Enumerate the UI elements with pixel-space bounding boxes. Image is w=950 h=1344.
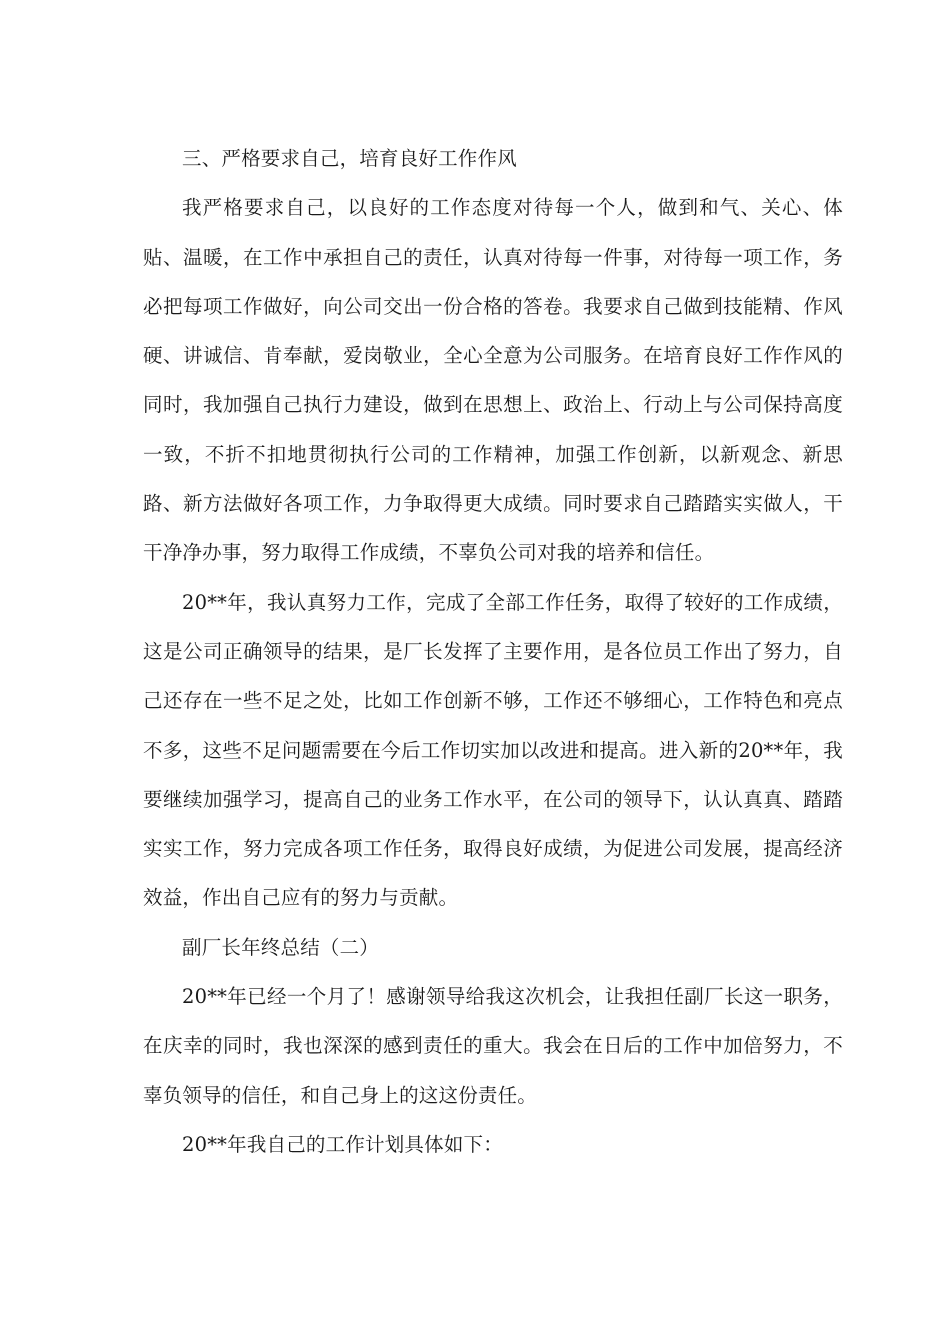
paragraph: 20**年，我认真努力工作，完成了全部工作任务，取得了较好的工作成绩，这是公司正确领导的结果，是厂长发挥了主要作用，是各位员工作出了努力，自己还存在一些不足之处，比如工作创新不够，工作还不够细心，工作特色和亮点不多，这些不足问题需要在今后工作切实加以改进和提高。进入新的20**年，我要继续加强学习，提高自己的业务工作水平，在公司的领导下，认认真真、踏踏实实工作，努力完成各项工作任务，取得良好成绩，为促进公司发展，提高经济效益，作出自己应有的努力与贡献。: [143, 590, 843, 910]
paragraph: 20**年我自己的工作计划具体如下：: [182, 1132, 503, 1156]
section-heading: 副厂长年终总结（二）: [182, 935, 380, 959]
section-heading: 三、严格要求自己，培育良好工作作风: [182, 147, 517, 170]
paragraph: 我严格要求自己，以良好的工作态度对待每一个人，做到和气、关心、体贴、温暖，在工作中承担自己的责任，认真对待每一件事，对待每一项工作，务必把每项工作做好，向公司交出一份合格的答卷。我要求自己做到技能精、作风硬、讲诚信、肯奉献，爱岗敬业，全心全意为公司服务。在培育良好工作作风的同时，我加强自己执行力建设，做到在思想上、政治上、行动上与公司保持高度一致，不折不扣地贯彻执行公司的工作精神，加强工作创新，以新观念、新思路、新方法做好各项工作，力争取得更大成绩。同时要求自己踏踏实实做人，干干净净办事，努力取得工作成绩，不辜负公司对我的培养和信任。: [143, 196, 843, 565]
paragraph: 20**年已经一个月了！感谢领导给我这次机会，让我担任副厂长这一职务，在庆幸的同时，我也深深的感到责任的重大。我会在日后的工作中加倍努力，不辜负领导的信任，和自己身上的这这份责任。: [143, 985, 843, 1107]
document-body: [143, 134, 843, 1169]
